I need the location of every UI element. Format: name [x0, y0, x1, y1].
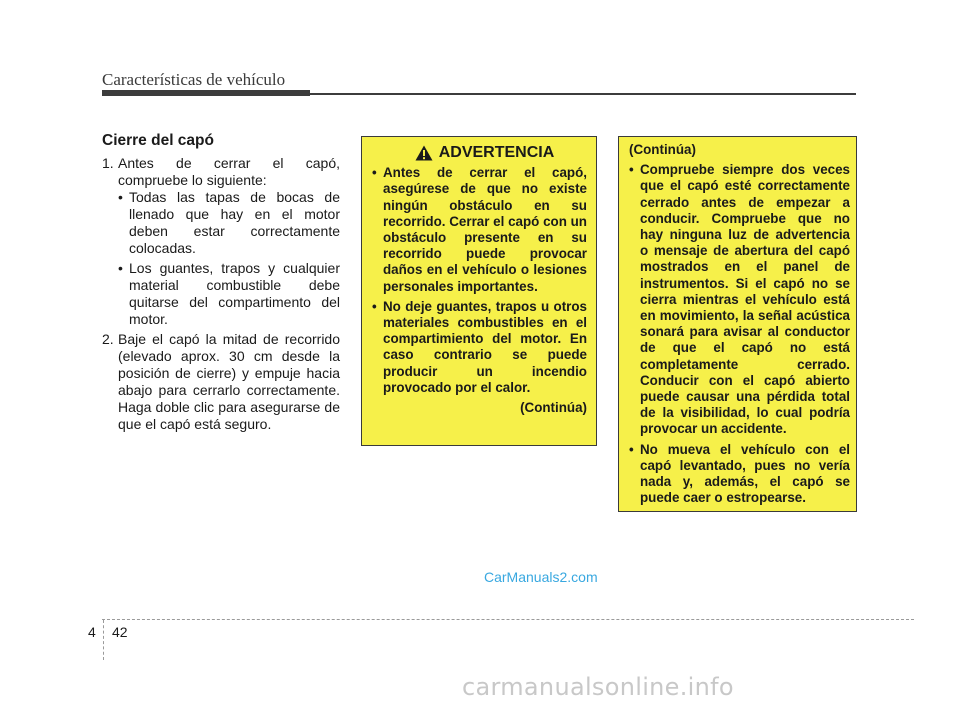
- bullet-icon: •: [118, 189, 123, 205]
- chapter-number: 4: [88, 624, 96, 640]
- list-item: • Antes de cerrar el capó, asegúrese de que no existe ningún obstáculo en su recorrido. Cerrar el capó con un obstáculo presente en su recorrido puede provocar daños en el vehículo o lesiones personales importantes.: [372, 165, 587, 294]
- step-text: Baje el capó la mitad de recorrido (elevado aprox. 30 cm desde la posición de cierre) y empuje hacia abajo para cerrarlo correctamente. Haga doble clic para asegurarse de que el capó está seguro.: [118, 331, 340, 432]
- bullet-icon: •: [629, 441, 634, 457]
- continued-warning-box: [618, 136, 857, 512]
- section-title: Cierre del capó: [102, 132, 214, 149]
- header-rule-thin: [310, 93, 856, 95]
- list-item: • Los guantes, trapos y cualquier material combustible debe quitarse del compartimento del motor.: [118, 260, 340, 327]
- footer-rule: [102, 619, 914, 620]
- chapter-header-title: Características de vehículo: [102, 70, 286, 89]
- step-2: [102, 331, 340, 433]
- step-text: Antes de cerrar el capó, compruebe lo siguiente:: [118, 155, 340, 188]
- watermark-link[interactable]: CarManuals2.com: [484, 569, 598, 585]
- list-item: • No deje guantes, trapos u otros materiales combustibles en el compartimiento del motor. En caso contrario se puede producir un incendio provocado por el calor.: [372, 298, 587, 395]
- step-1: [102, 155, 340, 189]
- checklist: [118, 189, 340, 328]
- instructions-column: [102, 132, 340, 433]
- bullet-icon: •: [372, 165, 377, 181]
- list-item: • Todas las tapas de bocas de llenado que hay en el motor deben estar correctamente colocadas.: [118, 189, 340, 256]
- list-item: • Compruebe siempre dos veces que el capó esté correctamente cerrado antes de empezar a conducir. Compruebe que no hay ninguna luz de advertencia o mensaje de abertura del capó mostrados en el panel de instrumentos. Si el capó no se cierra mientras el vehículo está en movimiento, la señal acústica sonará para avisar al conductor de que el capó no está completamente cerrado. Conducir con el capó abierto puede causar una pérdida total de la visibilidad, lo cual podría provocar un accidente.: [629, 162, 850, 437]
- continued-list: [629, 162, 850, 506]
- footer-divider: [103, 620, 104, 660]
- step-number: 2.: [102, 331, 114, 347]
- warning-heading: [382, 145, 587, 161]
- continues-label: (Continúa): [520, 400, 587, 416]
- warning-box: [361, 136, 597, 446]
- continued-label: (Continúa): [629, 142, 696, 157]
- bullet-icon: •: [118, 260, 123, 276]
- warning-list: [372, 165, 587, 396]
- warning-heading-text: ADVERTENCIA: [438, 144, 555, 161]
- bullet-icon: •: [629, 162, 634, 178]
- page-number: 42: [112, 624, 128, 640]
- bottom-watermark: carmanualsonline.info: [462, 673, 734, 701]
- step-number: 1.: [102, 155, 114, 171]
- bullet-icon: •: [372, 298, 377, 314]
- list-item: • No mueva el vehículo con el capó levantado, pues no vería nada y, además, el capó se puede caer o estropearse.: [629, 441, 850, 506]
- header-rule-thick: [102, 90, 310, 96]
- warning-triangle-icon: [415, 145, 433, 161]
